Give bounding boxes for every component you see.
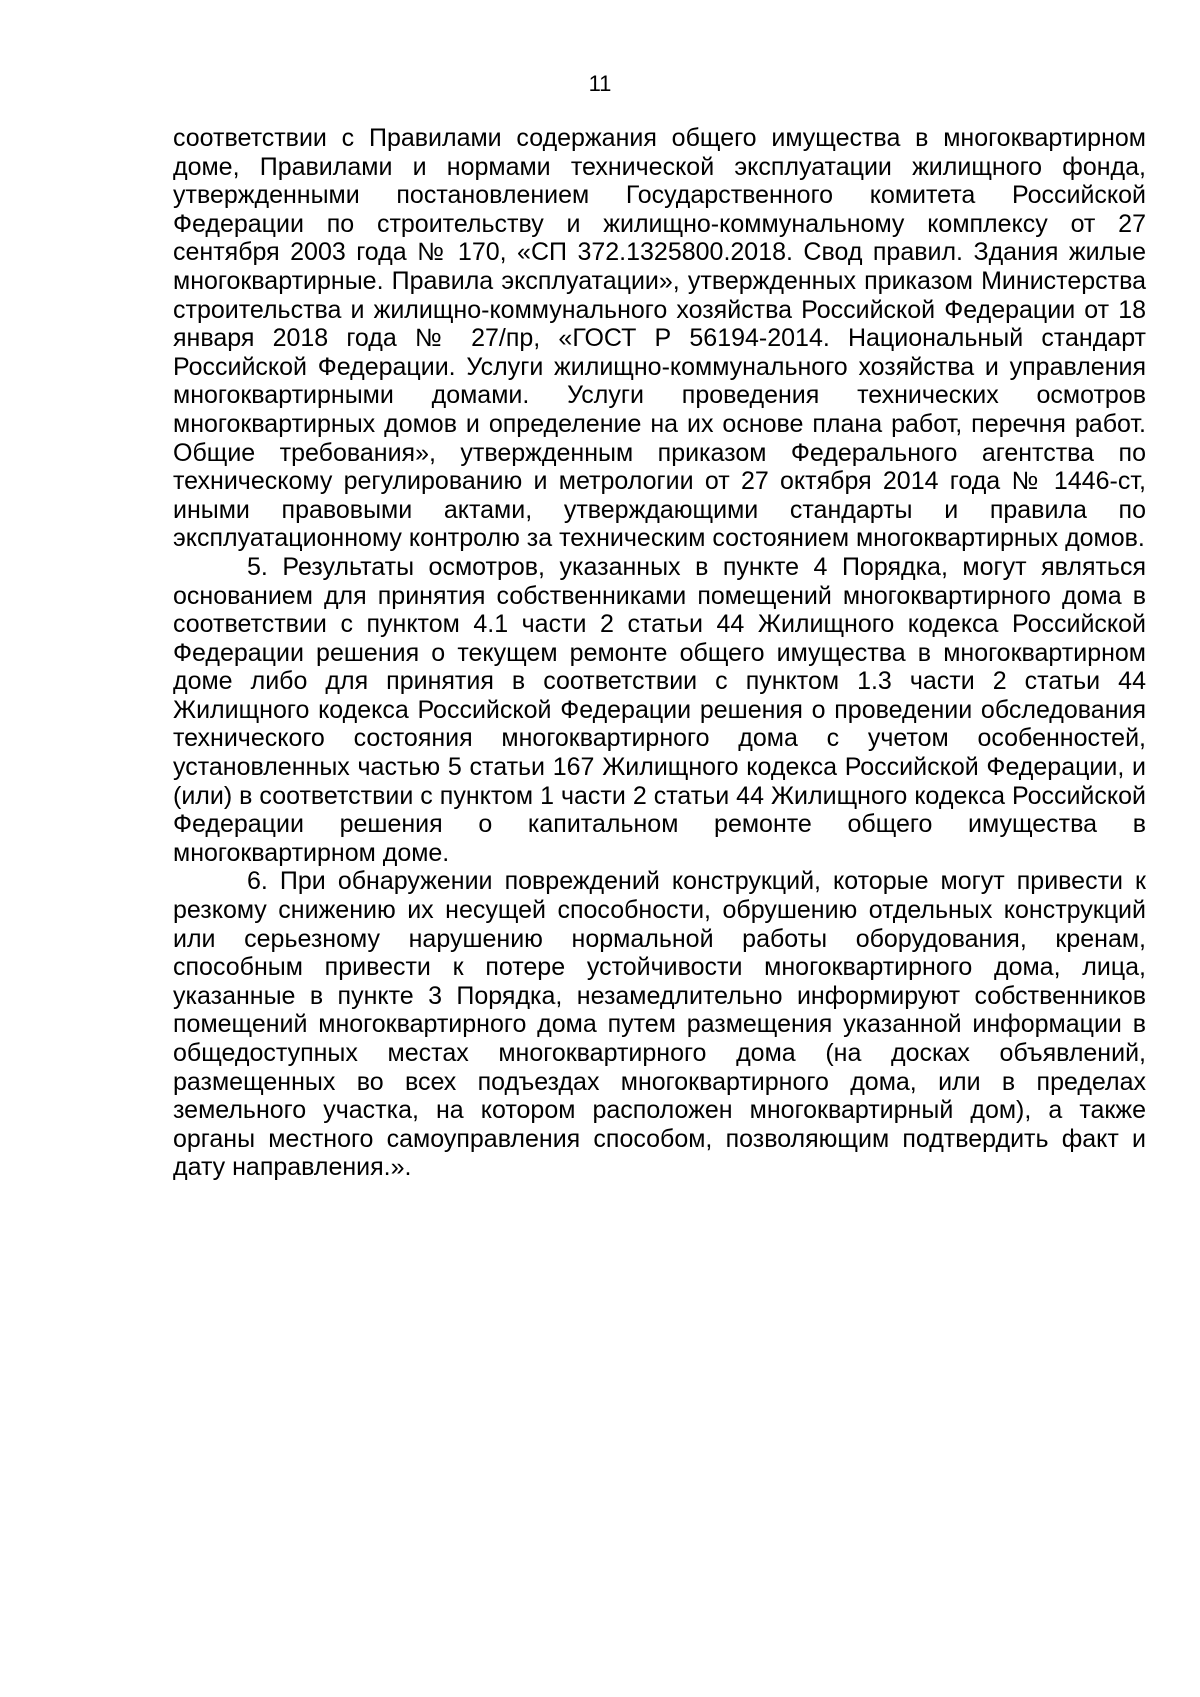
paragraph-continuation: соответствии с Правилами содержания общего имущества в многоквартирном доме, Правилами и нормами технической эксплуатации жилищного фонда, утвержденными постановлением Государственного комитета Российской Федерации по строительству и жилищно-коммунальному комплексу от 27 сентября 2003 года № 170, «СП 372.1325800.2018. Свод правил. Здания жилые многоквартирные. Правила эксплуатации», утвержденных приказом Министерства строительства и жилищно-коммунального хозяйства Российской Федерации от 18 января 2018 года № 27/пр, «ГОСТ Р 56194-2014. Национальный стандарт Российской Федерации. Услуги жилищно-коммунального хозяйства и управления многоквартирными домами. Услуги проведения технических осмотров многоквартирных домов и определение на их основе плана работ, перечня работ. Общие требования», утвержденным приказом Федерального агентства по техническому регулированию и метрологии от 27 октября 2014 года № 1446-ст, иными правовыми актами, утверждающими стандарты и правила по эксплуатационному контролю за техническим состоянием многоквартирных домов. <box>173 124 1146 553</box>
document-body <box>173 124 1146 1182</box>
page-number: 11 <box>588 71 612 96</box>
paragraph-item-5: 5. Результаты осмотров, указанных в пункте 4 Порядка, могут являться основанием для принятия собственниками помещений многоквартирного дома в соответствии с пунктом 4.1 части 2 статьи 44 Жилищного кодекса Российской Федерации решения о текущем ремонте общего имущества в многоквартирном доме либо для принятия в соответствии с пунктом 1.3 части 2 статьи 44 Жилищного кодекса Российской Федерации решения о проведении обследования технического состояния многоквартирного дома с учетом особенностей, установленных частью 5 статьи 167 Жилищного кодекса Российской Федерации, и (или) в соответствии с пунктом 1 части 2 статьи 44 Жилищного кодекса Российской Федерации решения о капитальном ремонте общего имущества в многоквартирном доме. <box>173 552 1146 867</box>
paragraph-item-6: 6. При обнаружении повреждений конструкций, которые могут привести к резкому снижению их несущей способности, обрушению отдельных конструкций или серьезному нарушению нормальной работы оборудования, кренам, способным привести к потере устойчивости многоквартирного дома, лица, указанные в пункте 3 Порядка, незамедлительно информируют собственников помещений многоквартирного дома путем размещения указанной информации в общедоступных местах многоквартирного дома (на досках объявлений, размещенных во всех подъездах многоквартирного дома, или в пределах земельного участка, на котором расположен многоквартирный дом), а также органы местного самоуправления способом, позволяющим подтвердить факт и дату направления.». <box>173 867 1146 1182</box>
